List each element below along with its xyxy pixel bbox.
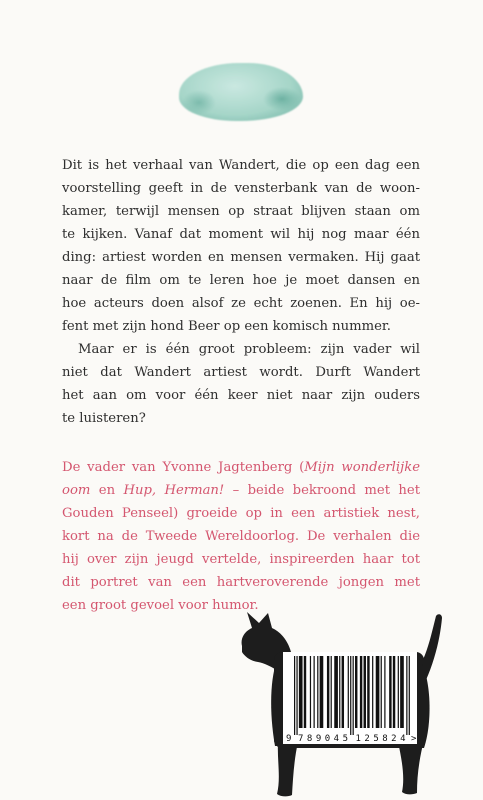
barcode-guard-bar xyxy=(294,656,295,735)
barcode-bar xyxy=(339,656,340,728)
author-note-text: dit portret van een hartveroverende jongen met xyxy=(62,575,420,590)
synopsis-line: naar de film om te leren hoe je moet dansen en xyxy=(62,273,420,288)
synopsis-paragraph-2 xyxy=(62,338,420,430)
barcode-bar xyxy=(367,656,369,728)
synopsis-line: niet dat Wandert artiest wordt. Durft Wandert xyxy=(62,365,420,380)
author-note xyxy=(62,456,420,617)
barcode-lead-digit: 9 xyxy=(286,734,292,744)
author-note-text: – beide bekroond met het xyxy=(224,483,420,498)
barcode-guard-bar xyxy=(350,656,351,735)
barcode-bar xyxy=(334,656,338,728)
author-note-line xyxy=(62,548,420,571)
barcode-guard-bar xyxy=(406,656,407,735)
barcode-bar xyxy=(355,656,357,728)
barcode-bar xyxy=(310,656,311,728)
synopsis-line: Maar er is één groot probleem: zijn vader wil xyxy=(78,342,420,357)
isbn-barcode xyxy=(283,652,417,744)
barcode-bar xyxy=(364,656,366,728)
author-note-text: hij over zijn jeugd vertelde, inspireerden haar tot xyxy=(62,552,420,567)
synopsis-line: fent met zijn hond Beer op een komisch nummer. xyxy=(62,319,391,334)
synopsis-line: kamer, terwijl mensen op straat blijven staan om xyxy=(62,204,420,219)
barcode-guard-bar xyxy=(296,656,297,735)
barcode-bar xyxy=(331,656,332,728)
author-note-text: en xyxy=(90,483,124,498)
watercolor-pigment-spot xyxy=(182,90,216,115)
barcode-bar xyxy=(314,656,315,728)
barcode-bar xyxy=(384,656,385,728)
author-note-text: kort na de Tweede Wereldoorlog. De verhalen die xyxy=(62,529,420,544)
barcode-bar xyxy=(360,656,362,728)
barcode-bar xyxy=(320,656,324,728)
barcode-bar xyxy=(348,656,349,728)
barcode-bar xyxy=(400,656,404,728)
barcode-guard-bar xyxy=(409,656,410,735)
barcode-bar xyxy=(381,656,382,728)
barcode-right-digits: 125824 xyxy=(355,734,406,744)
book-title: Hup, Herman! xyxy=(123,483,225,498)
barcode-left-digits: 789045 xyxy=(298,734,348,744)
barcode-arrow: > xyxy=(411,734,417,744)
barcode-bar xyxy=(389,656,391,728)
barcode-bar xyxy=(327,656,329,728)
synopsis-line: voorstelling geeft in de vensterbank van de woon- xyxy=(62,181,420,196)
synopsis xyxy=(62,154,420,430)
synopsis-line: het aan om voor één keer niet naar zijn ouders xyxy=(62,388,420,403)
barcode-bar xyxy=(299,656,303,728)
synopsis-line: Dit is het verhaal van Wandert, die op een dag een xyxy=(62,158,420,173)
author-note-text: De vader van Yvonne Jagtenberg ( xyxy=(62,460,305,475)
author-note-line xyxy=(62,525,420,548)
synopsis-line: ding: artiest worden en mensen vermaken. Hij gaat xyxy=(62,250,420,265)
barcode-bar xyxy=(304,656,306,728)
synopsis-line: hoe acteurs doen alsof ze echt zoenen. En hij oe- xyxy=(62,296,420,311)
barcode-bar xyxy=(398,656,399,728)
author-note-line xyxy=(62,571,420,594)
synopsis-line: te kijken. Vanaf dat moment wil hij nog maar één xyxy=(62,227,420,242)
barcode-bar xyxy=(372,656,373,728)
watercolor-wash xyxy=(179,63,303,121)
author-note-line xyxy=(62,502,420,525)
synopsis-paragraph-1 xyxy=(62,154,420,338)
barcode-bar xyxy=(342,656,344,728)
barcode-bar xyxy=(317,656,318,728)
barcode-guard-bar xyxy=(353,656,354,735)
barcode-bar xyxy=(393,656,395,728)
book-title: Mijn wonderlijke xyxy=(304,460,420,475)
synopsis-line: te luisteren? xyxy=(62,411,146,426)
barcode-background xyxy=(283,652,417,744)
author-note-text: een groot gevoel voor humor. xyxy=(62,598,259,613)
cat-back-leg xyxy=(398,740,424,794)
author-note-line xyxy=(62,456,420,479)
cat-front-leg xyxy=(277,742,298,796)
book-title: oom xyxy=(62,483,91,498)
watercolor-pigment-spot xyxy=(263,87,301,111)
author-note-text: Gouden Penseel) groeide op in een artistiek nest, xyxy=(62,506,420,521)
author-note-line xyxy=(62,479,420,502)
barcode-bar xyxy=(376,656,380,728)
